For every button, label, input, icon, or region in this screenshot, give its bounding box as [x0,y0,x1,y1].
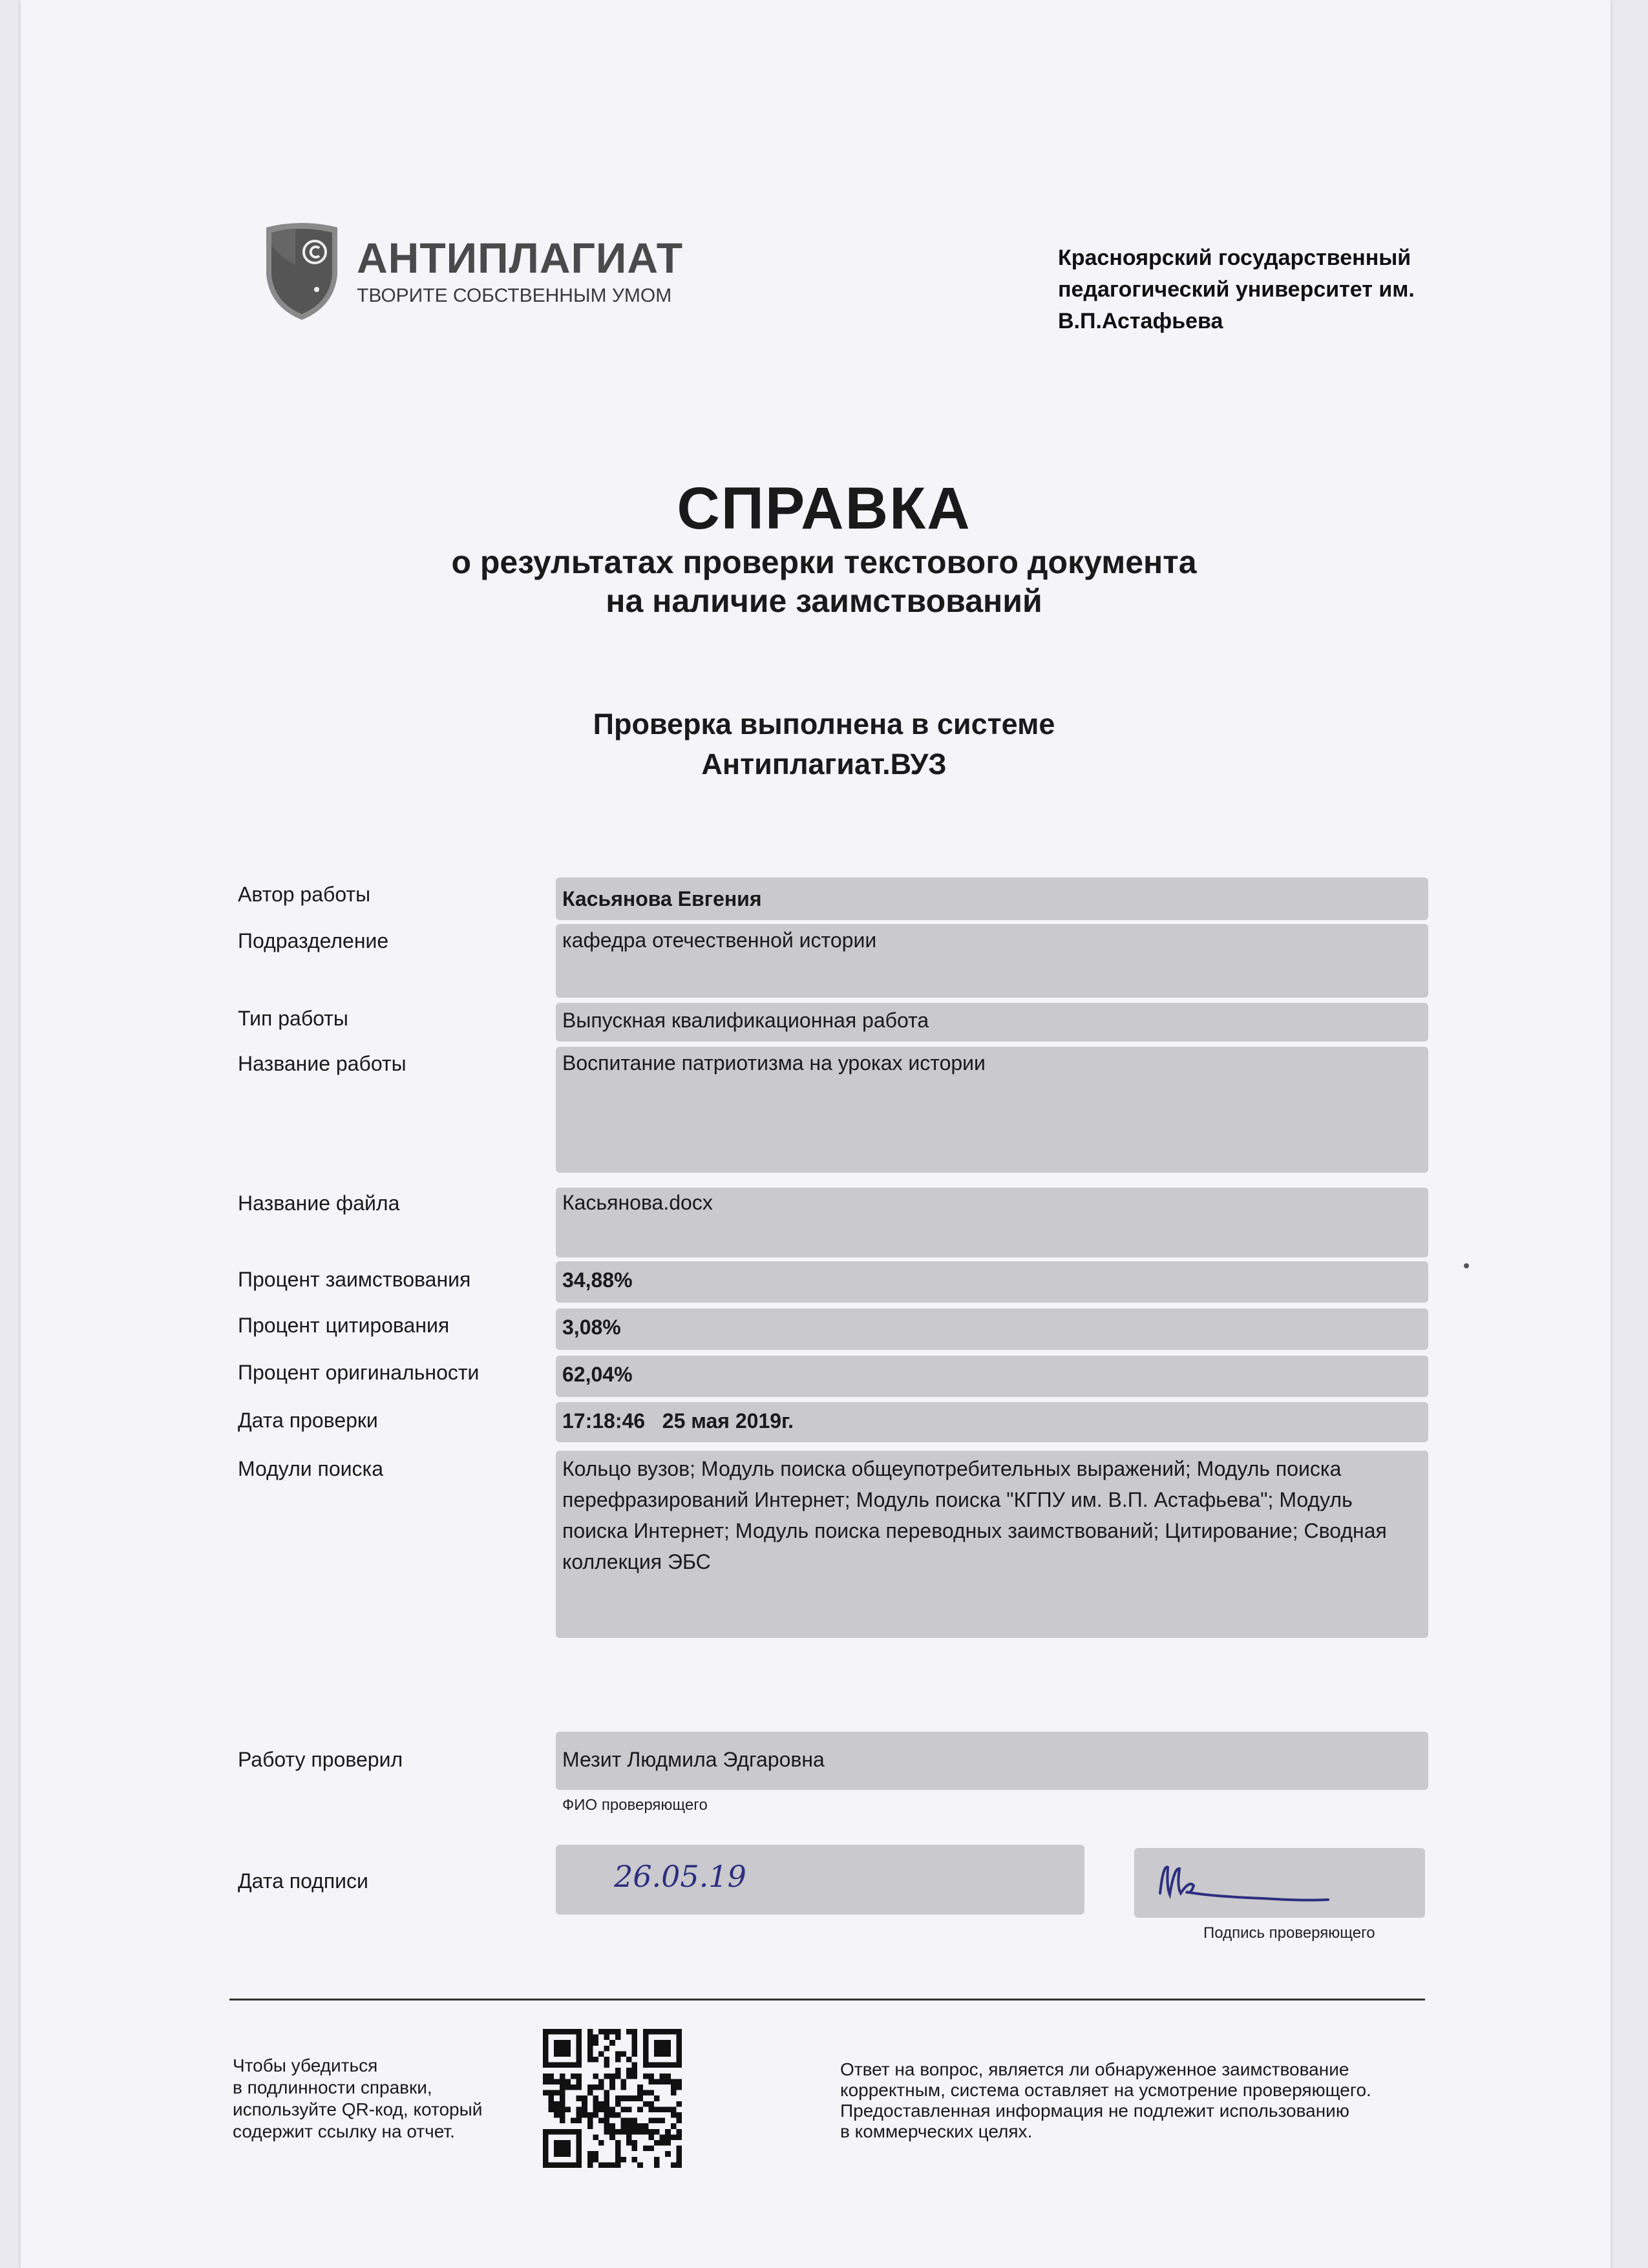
field-value: 3,08% [556,1308,1428,1350]
field-label: Процент оригинальности [238,1361,480,1384]
antiplagiat-logo [260,220,683,323]
logo-tagline: ТВОРИТЕ СОБСТВЕННЫМ УМОМ [357,285,672,306]
disclaimer-line: Предоставленная информация не подлежит использованию [840,2101,1349,2121]
qr-instruction [233,2055,491,2143]
system-name: Антиплагиат.ВУЗ [701,748,947,781]
field-value: Кольцо вузов; Модуль поиска общеупотребительных выражений; Модуль поиска перефразирований Интернет; Модуль поиска "КГПУ им. В.П. Астафьева"; Модуль поиска Интернет; Модуль поиска переводных заимствований; Цитирование; Сводная коллекция ЭБС [556,1451,1428,1638]
qr-instruction-line: в подлинности справки, [233,2077,432,2097]
field-value: 17:18:46 25 мая 2019г. [556,1402,1428,1442]
shield-copyright-icon [260,220,344,323]
field-label: Дата проверки [238,1409,378,1432]
field-label: Тип работы [238,1007,348,1030]
university-line: В.П.Астафьева [1058,309,1223,333]
field-value: Касьянова Евгения [556,877,1428,920]
field-value: кафедра отечественной истории [556,924,1428,998]
qr-code[interactable] [543,2029,682,2168]
signature-scribble [1134,1848,1425,1918]
field-label: Подразделение [238,929,389,952]
university-line: педагогический университет им. [1058,277,1415,302]
footer-divider [229,1999,1425,2000]
field-value: Выпускная квалификационная работа [556,1003,1428,1042]
system-line: Проверка выполнена в системе [593,708,1055,740]
sign-date-box [556,1845,1084,1915]
field-value: 34,88% [556,1261,1428,1303]
document-title: СПРАВКА [677,476,971,541]
field-value: 62,04% [556,1356,1428,1397]
field-label: Дата подписи [238,1869,368,1893]
subtitle-line: на наличие заимствований [606,583,1042,619]
field-label: Процент заимствования [238,1268,471,1291]
document-subtitle [0,543,1648,620]
field-label: Процент цитирования [238,1314,450,1337]
qr-instruction-line: используйте QR-код, который [233,2099,483,2119]
field-label: Название файла [238,1192,400,1215]
field-label: Модули поиска [238,1457,384,1480]
field-value: Мезит Людмила Эдгаровна [556,1732,1428,1790]
university-line: Красноярский государственный [1058,246,1411,270]
system-note [0,704,1648,784]
field-label: Работу проверил [238,1748,403,1771]
signature-box [1134,1848,1425,1918]
field-label: Автор работы [238,883,371,906]
field-value: Касьянова.docx [556,1188,1428,1257]
disclaimer-line: корректным, система оставляет на усмотрение проверяющего. [840,2080,1371,2100]
field-label: Название работы [238,1052,407,1075]
disclaimer-line: Ответ на вопрос, является ли обнаруженное заимствование [840,2059,1349,2079]
logo-title: АНТИПЛАГИАТ [357,234,684,282]
scan-artifact [1464,1263,1469,1268]
checker-name-caption: ФИО проверяющего [562,1796,708,1814]
subtitle-line: о результатах проверки текстового документа [451,544,1197,580]
qr-instruction-line: содержит ссылку на отчет. [233,2121,455,2141]
qr-instruction-line: Чтобы убедиться [233,2055,378,2075]
disclaimer-line: в коммерческих целях. [840,2121,1033,2141]
signature-caption: Подпись проверяющего [1203,1924,1375,1942]
disclaimer [840,2059,1435,2142]
field-value: Воспитание патриотизма на уроках истории [556,1047,1428,1173]
university-name [1058,242,1459,337]
handwritten-date: 26.05.19 [614,1859,746,1894]
